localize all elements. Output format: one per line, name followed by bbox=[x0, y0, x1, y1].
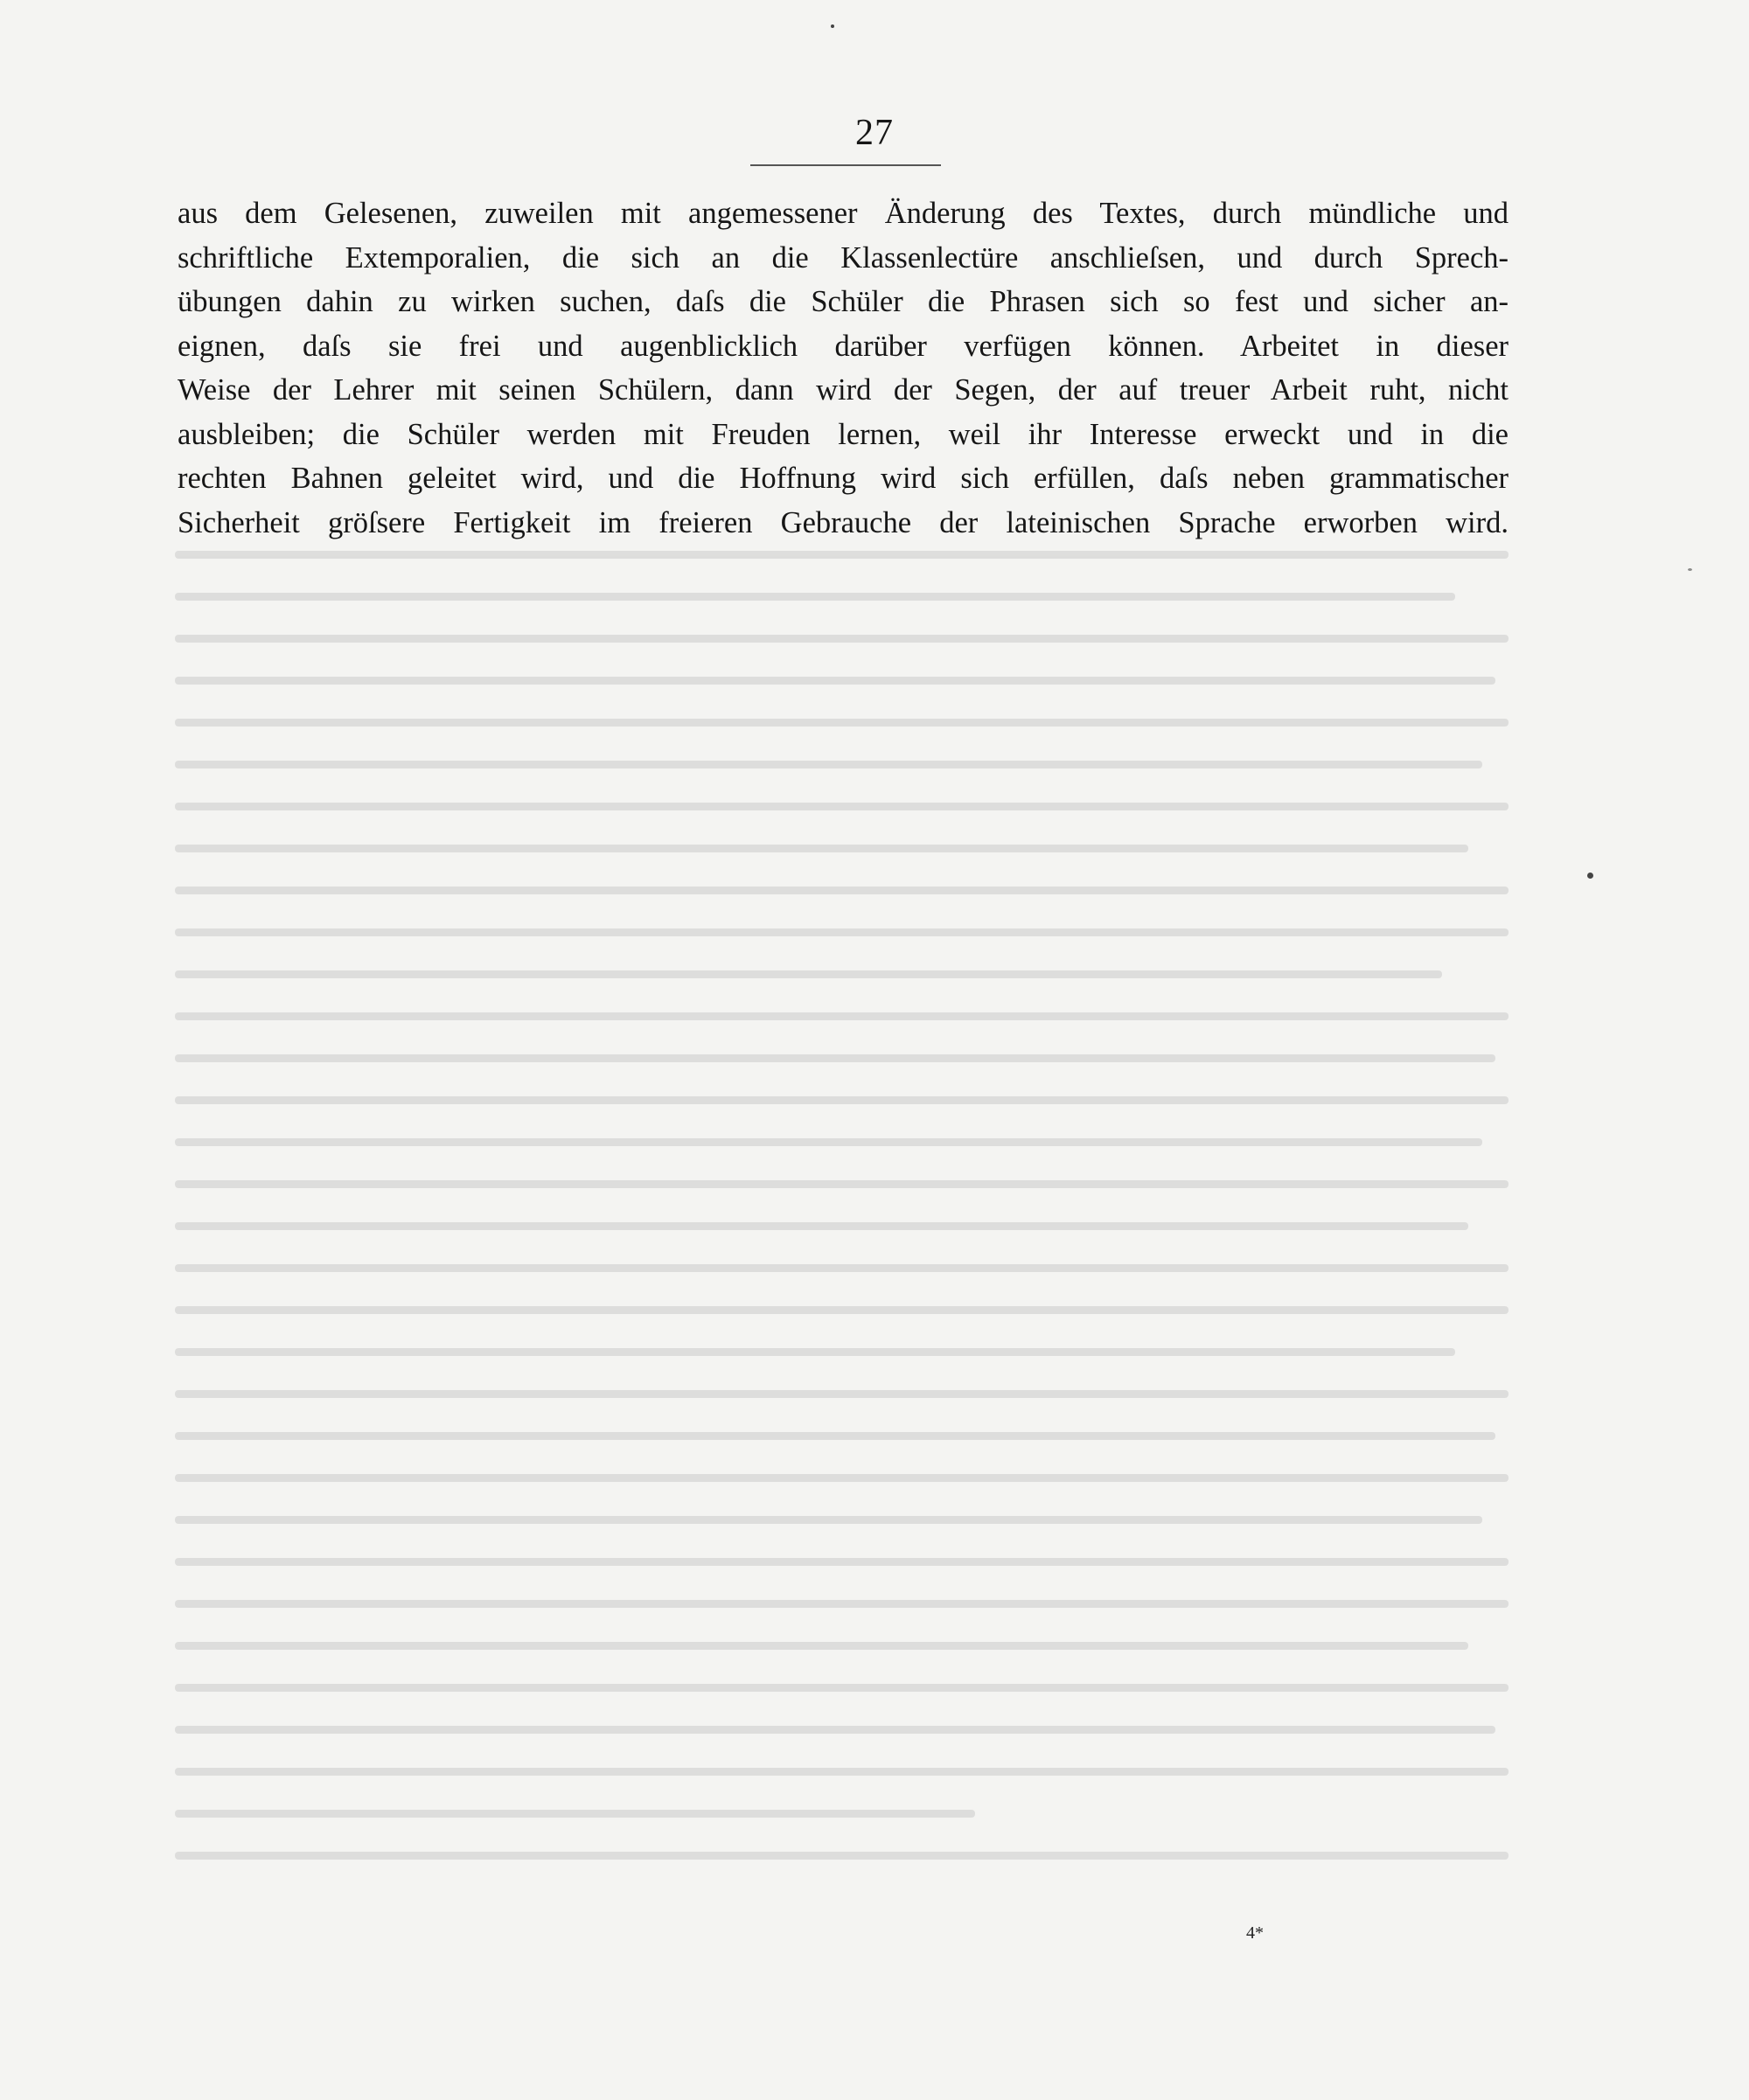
text-line: eignen, daſs sie frei und augenblicklich darüber verfügen können. Arbeitet in dieser bbox=[178, 329, 1509, 363]
paper-speck bbox=[1688, 568, 1692, 571]
text-line: Sicherheit gröſsere Fertigkeit im freieren Gebrauche der lateinischen Sprache erworben wird. bbox=[178, 505, 1509, 539]
footer-signature-mark: 4* bbox=[1246, 1923, 1264, 1943]
text-line: übungen dahin zu wirken suchen, daſs die Schüler die Phrasen sich so fest und sicher an- bbox=[178, 285, 1509, 318]
body-text bbox=[178, 191, 1509, 545]
text-line: aus dem Gelesenen, zuweilen mit angemessener Änderung des Textes, durch mündliche und bbox=[178, 197, 1509, 230]
page-number: 27 bbox=[855, 113, 894, 153]
text-line: Weise der Lehrer mit seinen Schülern, dann wird der Segen, der auf treuer Arbeit ruht, nicht bbox=[178, 373, 1509, 407]
bleed-through bbox=[175, 551, 1509, 1950]
paper-speck bbox=[831, 24, 834, 28]
page-number-rule bbox=[750, 164, 941, 166]
paper-speck bbox=[1587, 873, 1593, 879]
text-line: rechten Bahnen geleitet wird, und die Hoffnung wird sich erfüllen, daſs neben grammatischer bbox=[178, 462, 1509, 495]
text-line: schriftliche Extemporalien, die sich an die Klassenlectüre anschlieſsen, und durch Sprech- bbox=[178, 240, 1509, 275]
text-line: ausbleiben; die Schüler werden mit Freuden lernen, weil ihr Interesse erweckt und in die bbox=[178, 417, 1509, 451]
